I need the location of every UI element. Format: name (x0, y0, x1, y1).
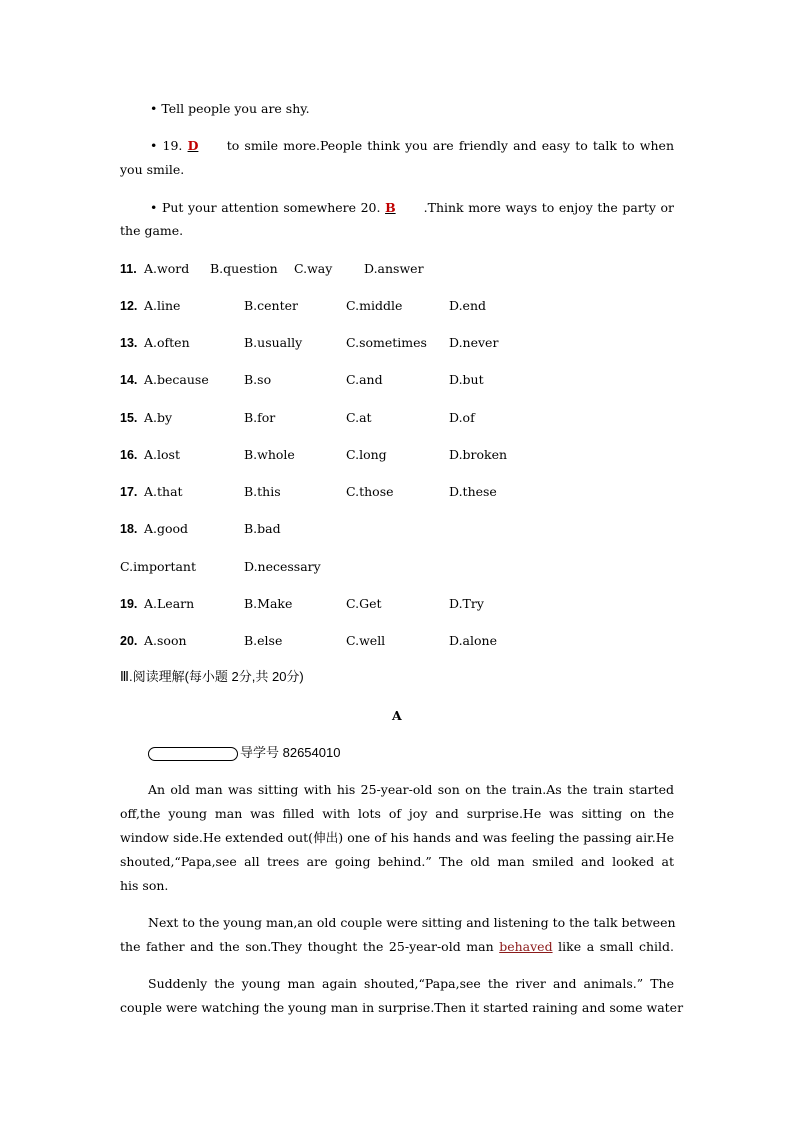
passage-p2-text-before: the father and the son.They thought the 25-year-old man (120, 939, 494, 954)
guide-number-row (148, 745, 340, 761)
question-number: 11. (120, 262, 137, 276)
option-d: D.answer (364, 261, 424, 276)
option-b: B.bad (244, 521, 281, 536)
question-number: 14. (120, 373, 138, 387)
passage-label: A (392, 708, 402, 723)
option-c: C.important (120, 559, 196, 574)
option-a: A.lost (144, 447, 180, 462)
option-a: A.word (144, 261, 190, 276)
option-b: B.so (244, 372, 272, 387)
option-c: C.at (346, 410, 372, 425)
answer-19: D (187, 138, 199, 153)
option-a: A.by (144, 410, 173, 425)
question-number: 13. (120, 336, 138, 350)
option-d: D.end (449, 298, 486, 313)
option-a: A.often (144, 335, 190, 350)
option-b: B.for (244, 410, 276, 425)
passage-p2-line1: Next to the young man,an old couple were sitting and listening to the talk between (148, 915, 676, 930)
option-a: A.that (144, 484, 183, 499)
bullet-tell-people: • Tell people you are shy. (150, 101, 310, 116)
option-a: A.good (144, 521, 189, 536)
option-d: D.of (449, 410, 475, 425)
passage-p1-line3: window side.He extended out(伸出) one of his hands and was feeling the passing air.He (120, 830, 674, 845)
option-c: C.sometimes (346, 335, 427, 350)
option-b: B.this (244, 484, 281, 499)
question-number: 18. (120, 522, 138, 536)
highlighted-word-behaved: behaved (499, 939, 553, 954)
question-number: 12. (120, 299, 138, 313)
option-c: C.middle (346, 298, 403, 313)
option-b: B.question (210, 261, 278, 276)
option-a: A.because (144, 372, 209, 387)
option-d: D.these (449, 484, 497, 499)
question-number: 20. (120, 634, 138, 648)
bullet-20 (120, 200, 674, 216)
guide-number: 导学号 82654010 (240, 745, 341, 760)
option-d: D.broken (449, 447, 508, 462)
bullet-20-text: .Think more ways to enjoy the party or (423, 200, 674, 215)
question-number: 15. (120, 411, 138, 425)
answer-20: B (385, 200, 396, 215)
option-c: C.those (346, 484, 394, 499)
section-heading: Ⅲ.阅读理解(每小题 2分,共 20分) (120, 669, 304, 684)
bullet-19-text: to smile more.People think you are friendly and easy to talk to when (226, 138, 674, 153)
option-a: A.line (144, 298, 181, 313)
passage-p2-line2 (120, 939, 674, 955)
question-number: 17. (120, 485, 138, 499)
option-b: B.whole (244, 447, 295, 462)
passage-p2-text-after: like a small child. (558, 939, 675, 954)
passage-p1-line2: off,the young man was filled with lots of joy and surprise.He was sitting on the (120, 806, 674, 821)
option-c: C.Get (346, 596, 382, 611)
passage-p1-line4: shouted,“Papa,see all trees are going behind.” The old man smiled and looked at (120, 854, 674, 869)
bullet-20-continuation: the game. (120, 223, 184, 238)
option-c: C.and (346, 372, 383, 387)
option-a: A.soon (144, 633, 187, 648)
option-a: A.Learn (144, 596, 195, 611)
passage-p1-line1: An old man was sitting with his 25-year-old son on the train.As the train started (148, 782, 674, 797)
bullet-20-prefix: • Put your attention somewhere 20. (150, 200, 381, 215)
option-b: B.center (244, 298, 299, 313)
option-d: D.alone (449, 633, 497, 648)
option-b: B.usually (244, 335, 303, 350)
option-c: C.way (294, 261, 333, 276)
option-d: D.Try (449, 596, 484, 611)
question-number: 19. (120, 597, 138, 611)
option-b: B.else (244, 633, 283, 648)
passage-p3-line2: couple were watching the young man in surprise.Then it started raining and some water (120, 1000, 684, 1015)
option-d: D.never (449, 335, 499, 350)
guide-number-box (148, 747, 238, 761)
bullet-19-prefix: • 19. (150, 138, 183, 153)
bullet-19-continuation: you smile. (120, 162, 185, 177)
option-d: D.but (449, 372, 484, 387)
option-c: C.long (346, 447, 387, 462)
bullet-19 (120, 138, 674, 154)
passage-p1-line5: his son. (120, 878, 169, 893)
option-d: D.necessary (244, 559, 321, 574)
option-b: B.Make (244, 596, 293, 611)
question-number: 16. (120, 448, 138, 462)
passage-p3-line1: Suddenly the young man again shouted,“Papa,see the river and animals.” The (148, 976, 674, 991)
option-c: C.well (346, 633, 386, 648)
